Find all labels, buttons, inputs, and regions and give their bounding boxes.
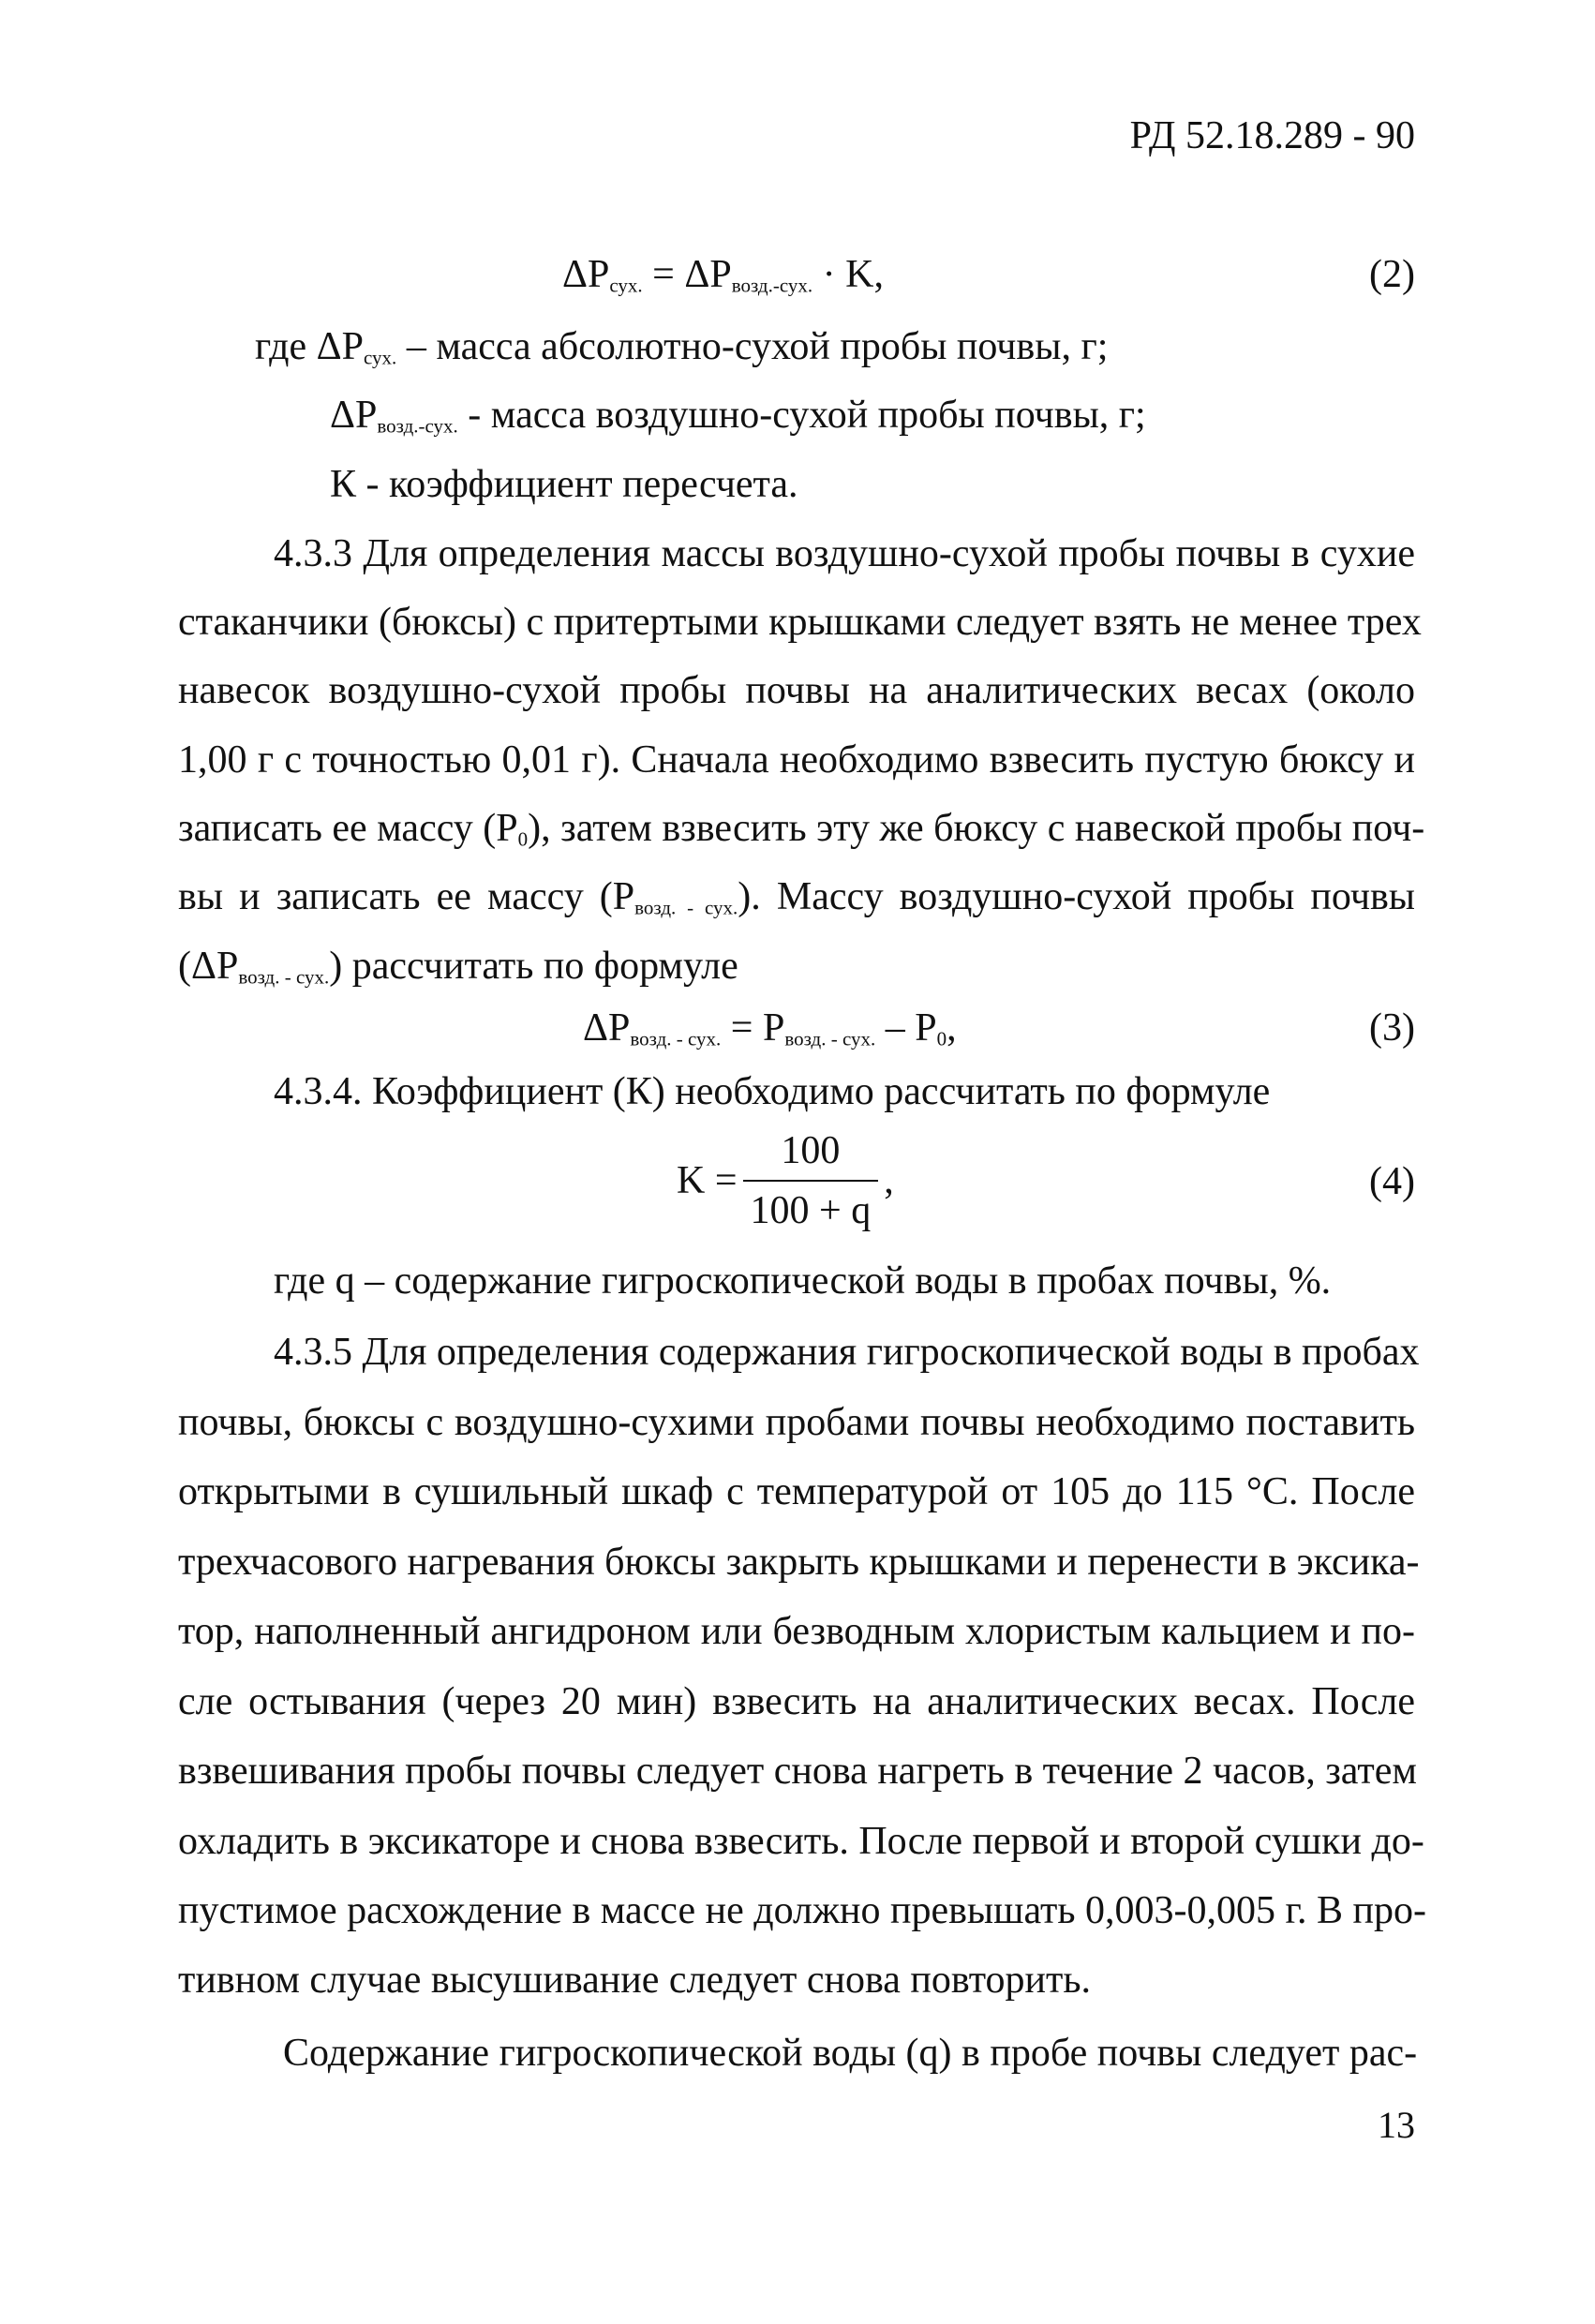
- eq2-rhs-subscript: возд.-сух.: [731, 274, 813, 297]
- eq4-lhs: K =: [677, 1158, 738, 1202]
- equation-2: [562, 251, 884, 298]
- eq2-rhs-tail: · K,: [812, 253, 884, 296]
- para-435-line-9: пустимое расхождение в массе не должно превышать 0,003-0,005 г. В про-: [178, 1889, 1427, 1932]
- para-434: 4.3.4. Коэффициент (К) необходимо рассчитать по формуле: [274, 1070, 1271, 1113]
- para-433-l6-a: вы и записать ее массу (P: [178, 875, 635, 918]
- para-435-line-1: 4.3.5 Для определения содержания гигроскопической воды в пробах: [274, 1331, 1420, 1374]
- eq2-lhs: ΔP: [562, 253, 610, 296]
- document-number: РД 52.18.289 - 90: [1129, 114, 1415, 157]
- para-433-l7-b: ) рассчитать по формуле: [329, 945, 738, 988]
- eq3-lhs-subscript: возд. - сух.: [630, 1027, 722, 1050]
- where-q: где q – содержание гигроскопической воды в пробах почвы, %.: [274, 1259, 1332, 1303]
- equation-4: [677, 1125, 894, 1237]
- para-435-line-2: почвы, бюксы с воздушно-сухими пробами почвы необходимо поставить: [178, 1401, 1415, 1444]
- para-433-line-4: 1,00 г с точностью 0,01 г). Сначала необходимо взвесить пустую бюксу и: [178, 738, 1415, 782]
- para-last: Содержание гигроскопической воды (q) в пробе почвы следует рас-: [283, 2032, 1418, 2075]
- para-433-l5-subscript: 0: [517, 827, 529, 851]
- para-433-l6-subscript: возд. - сух.: [634, 896, 738, 919]
- where-2-text: - масса воздушно-сухой пробы почвы, г;: [457, 394, 1146, 437]
- equation-3-number: (3): [1369, 1006, 1415, 1050]
- where-line-2: [330, 392, 1146, 439]
- eq2-lhs-subscript: сух.: [609, 274, 643, 297]
- para-435-line-4: трехчасового нагревания бюксы закрыть крышками и перенести в эксика-: [178, 1541, 1420, 1584]
- para-435-line-6: сле остывания (через 20 мин) взвесить на аналитических весах. После: [178, 1680, 1415, 1723]
- eq4-tail: ,: [884, 1158, 894, 1202]
- eq3-minus: –: [875, 1006, 916, 1050]
- eq2-rhs: ΔP: [684, 253, 732, 296]
- eq3-p2-subscript: 0: [936, 1027, 947, 1050]
- eq4-fraction: [743, 1127, 879, 1235]
- eq4-numerator: 100: [743, 1127, 879, 1182]
- para-433-l7-subscript: возд. - сух.: [238, 965, 330, 989]
- eq3-p1-subscript: возд. - сух.: [784, 1027, 876, 1050]
- where-1-prefix: где ΔP: [255, 325, 365, 368]
- para-435-line-7: взвешивания пробы почвы следует снова нагреть в течение 2 часов, затем: [178, 1750, 1417, 1793]
- para-435-line-5: тор, наполненный ангидроном или безводным хлористым кальцием и по-: [178, 1610, 1415, 1653]
- para-433-line-1: 4.3.3 Для определения массы воздушно-сухой пробы почвы в сухие: [274, 532, 1415, 575]
- para-433-l5-b: ), затем взвесить эту же бюксу с навеской пробы поч-: [528, 807, 1425, 850]
- para-435-line-3: открытыми в сушильный шкаф с температурой от 105 до 115 °С. После: [178, 1470, 1415, 1513]
- page-number: 13: [1378, 2104, 1415, 2146]
- para-433-l6-b: ). Массу воздушно-сухой пробы почвы: [738, 875, 1415, 918]
- eq2-equals: =: [642, 253, 685, 296]
- equation-4-number: (4): [1369, 1160, 1415, 1203]
- para-433-line-5: [178, 805, 1425, 852]
- where-2-prefix: ΔP: [330, 394, 378, 437]
- para-435-line-8: охладить в эксикаторе и снова взвесить. После первой и второй сушки до-: [178, 1820, 1424, 1863]
- equation-3: [583, 1005, 957, 1051]
- equation-2-number: (2): [1369, 253, 1415, 296]
- para-433-l7-a: (ΔP: [178, 945, 239, 988]
- eq3-p1: P: [762, 1006, 785, 1050]
- where-2-subscript: возд.-сух.: [377, 414, 458, 438]
- eq4-denominator: 100 + q: [750, 1189, 872, 1232]
- para-433-l5-a: записать ее массу (P: [178, 807, 518, 850]
- where-line-1: [255, 323, 1108, 370]
- eq3-tail: ,: [947, 1006, 957, 1050]
- where-1-subscript: сух.: [364, 346, 397, 369]
- eq3-lhs: ΔP: [583, 1006, 631, 1050]
- para-433-line-6: [178, 873, 1415, 920]
- where-line-3: К - коэффициент пересчета.: [330, 463, 798, 506]
- para-433-line-7: [178, 943, 738, 990]
- para-433-line-2: стаканчики (бюксы) с притертыми крышками следует взять не менее трех: [178, 601, 1422, 644]
- para-433-line-3: навесок воздушно-сухой пробы почвы на аналитических весах (около: [178, 669, 1415, 712]
- eq3-equals: =: [721, 1006, 763, 1050]
- eq3-p2: P: [915, 1006, 937, 1050]
- para-435-line-10: тивном случае высушивание следует снова повторить.: [178, 1959, 1091, 2002]
- where-1-text: – масса абсолютно-сухой пробы почвы, г;: [396, 325, 1109, 368]
